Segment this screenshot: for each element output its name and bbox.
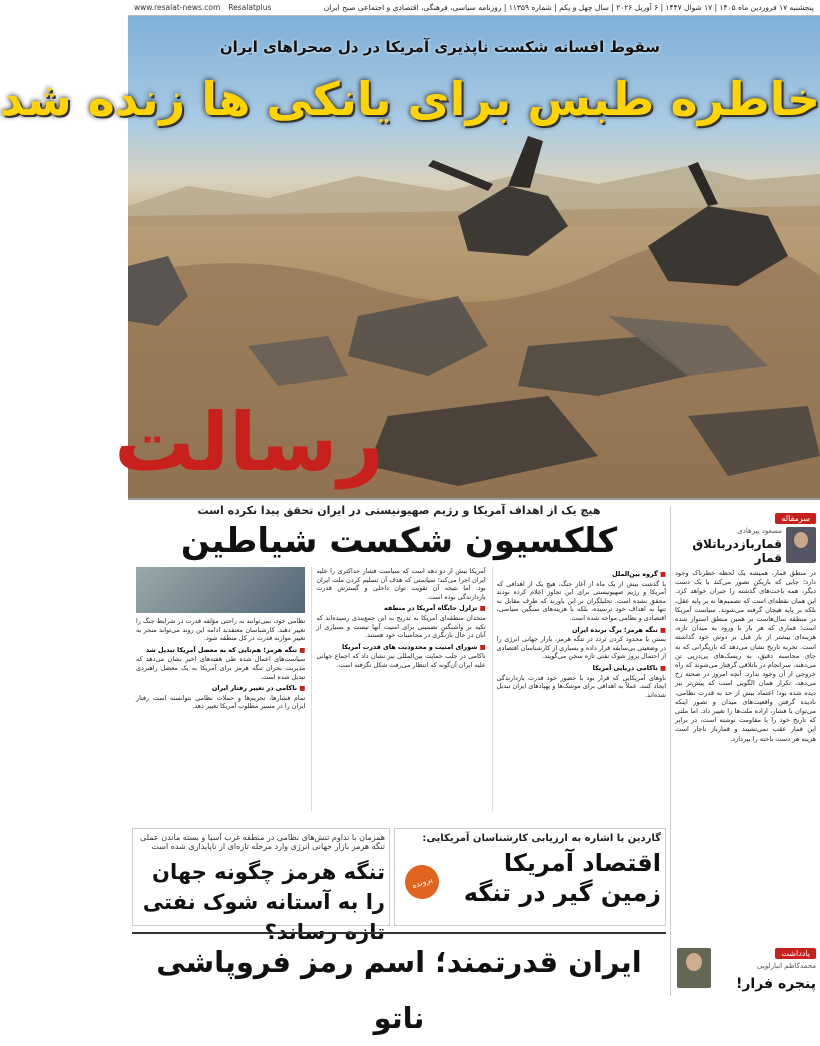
column-subhead: ■ تزلزل جایگاه آمریکا در منطقه xyxy=(316,604,485,613)
column-text: ناوهای آمریکایی که قرار بود با حضور خود قدرت بازدارندگی ایجاد کنند، عملاً به اهدافی برای موشک‌ها و پهپادهای ایران تبدیل شده‌اند. xyxy=(496,673,666,699)
column-text: تمام فشارها، تحریم‌ها و حملات نظامی نتوانسته است رفتار ایران را در مسیر مطلوب آمریکا تغییر دهد. xyxy=(136,693,306,711)
hormuz-headline[interactable]: تنگه هرمز چگونه جهان را به آستانه شوک نفتی تازه رساند؟ xyxy=(142,860,385,944)
column-lead: ■ گروه بین‌الملل xyxy=(497,570,666,579)
main-story xyxy=(132,504,666,822)
column-text: سیاست‌های اعمال شده طی هفته‌های اخیر نشان می‌دهد که مدیریت بحران تنگه هرمز برای آمریکا به یک معضل راهبردی تبدیل شده است. xyxy=(136,655,306,681)
story-column-1 xyxy=(492,567,666,811)
editorial-body: در منطق قمار، همیشه یک لحظه خطرناک وجود دارد؛ جایی که بازیکن تصور می‌کند با یک دست دیگر، همه باخت‌های گذشته را جبران خواهد کرد. این همان نقطه‌ای است که تصمیم‌ها نه بر پایه عقل، بلکه بر پایه هیجان گرفته می‌شوند. سیاست آمریکا در منطقه سال‌هاست بر همین منطق استوار شده است؛ قماری که هر بار با ورود به میدان تازه، هزینه‌ای بیشتر از بار قبل بر دوش خود گذاشته است. تجربه تاریخ نشان می‌دهد که بازیگرانی که به جای محاسبه دقیق، به ریسک‌های پی‌درپی تن می‌دهند، سرانجام در باتلاقی گرفتار می‌شوند که راه خروجی از آن وجود ندارد. آنچه امروز در صحنه رخ می‌دهد، تکرار همان الگویی است که پیش‌تر نیز دیده شده بود؛ اعتماد بیش از حد به قدرت نظامی، نادیده گرفتن واقعیت‌های میدان و تصور اینکه می‌توان با فشار، اراده ملت‌ها را تغییر داد. اما ملتی که تاریخ خود را با مقاومت نوشته است، در برابر این قمار عقب نمی‌نشیند و قمارباز ناچار است هزینه هر دست باخته را بپردازد. xyxy=(675,569,816,743)
column-subhead: ■ ناکامی دریایی آمریکا xyxy=(497,664,666,673)
editorial-column xyxy=(670,506,816,996)
editorial-tag: سرمقاله xyxy=(775,513,816,524)
hero-headline[interactable]: خاطره طبس برای یانکی ها زنده شد xyxy=(0,72,820,126)
column-text: آمریکا بیش از دو دهه است که سیاست فشار حداکثری را علیه ایران اجرا می‌کند؛ سیاستی که هدف آن تسلیم کردن ملت ایران بود. اما نتیجه آن تقویت توان داخلی و گسترش قدرت بازدارندگی بوده است. xyxy=(316,567,486,601)
economy-kicker: گاردین با اشاره به ارزیابی کارشناسان آمریکایی: xyxy=(422,833,661,844)
story-thumbnail xyxy=(136,567,305,613)
dateline: پنجشنبه ۱۷ فروردین ماه ۱۴۰۵ | ۱۷ شوال ۱۴۴۷ | ۶ آوریل ۲۰۲۶ | سال چهل و یکم | شماره ۱۱۳۵۹ | روزنامه سیاسی، فرهنگی، اقتصادی و اجتماعی صبح ایران xyxy=(323,3,814,12)
bottom-headline[interactable]: ایران قدرتمند؛ اسم رمز فروپاشی ناتو xyxy=(132,932,666,990)
editorial-title[interactable]: قماربازدرباتلاق قمار xyxy=(692,537,782,565)
column-text: متحدان منطقه‌ای آمریکا به تدریج به این جمع‌بندی رسیده‌اند که تکیه بر واشنگتن تضمینی برای امنیت آنها نیست و بسیاری از آنان در حال بازنگری در محاسبات خود هستند. xyxy=(316,613,486,640)
hormuz-story-box[interactable] xyxy=(132,828,390,944)
economy-story-box[interactable] xyxy=(394,828,666,926)
column-text: ناکامی در جلب حمایت بین‌المللی نیز نشان داد که اجماع جهانی علیه ایران آن‌گونه که انتظار می‌رفت شکل نگرفته است. xyxy=(316,652,486,669)
hormuz-kicker: همزمان با تداوم تنش‌های نظامی در منطقه غرب آسیا و بسته ماندن عملی تنگه هرمز بازار جهانی انرژی وارد مرحله تازه‌ای از ناپایداری شده است xyxy=(139,833,385,851)
masthead-bar xyxy=(128,0,820,16)
note-tag: یادداشت xyxy=(775,948,816,959)
main-headline[interactable]: کلکسیون شکست شیاطین xyxy=(180,521,618,561)
hero-kicker: سقوط افسانه شکست ناپذیری آمریکا در دل صحراهای ایران xyxy=(219,38,660,56)
note-author-photo xyxy=(677,948,711,988)
site-url[interactable]: www.resalat-news.com xyxy=(134,3,221,12)
main-columns xyxy=(132,567,666,811)
main-kicker: هیچ یک از اهداف آمریکا و رژیم صهیونیستی در ایران تحقق پیدا نکرده است xyxy=(197,504,601,517)
note-title[interactable]: پنجره فرار! xyxy=(735,976,816,992)
column-text: با گذشت بیش از یک ماه از آغاز جنگ، هیچ یک از اهدافی که آمریکا و رژیم صهیونیستی برای این تجاوز اعلام کرده بودند محقق نشده است. تحلیلگران بر این باورند که طرف مقابل نه تنها به اهداف خود نرسیده، بلکه با هزینه‌های سنگین سیاسی، اقتصادی و نظامی مواجه شده است. xyxy=(496,579,666,622)
column-subhead: ■ تنگه هرمز؛ برگ برنده ایران xyxy=(497,626,666,635)
column-subhead: ■ تنگه هرمز؛ هم‌تایی که به معضل آمریکا تبدیل شد xyxy=(136,646,305,655)
hero-photo xyxy=(0,16,820,498)
column-text: بستن یا محدود کردن تردد در تنگه هرمز، بازار جهانی انرژی را در وضعیتی بی‌سابقه قرار داده و بسیاری از کارشناسان اقتصادی از احتمال بروز شوک نفتی تازه سخن می‌گویند. xyxy=(496,635,666,661)
column-text: نظامی خود، نمی‌توانند به راحتی مؤلفه قدرت در شرایط جنگ را تغییر دهند. کارشناسان معتقدند ادامه این روند می‌تواند منجر به تغییر موازنه قدرت در کل منطقه شود. xyxy=(136,617,306,643)
column-subhead: ■ شورای امنیت و محدودیت های قدرت آمریکا xyxy=(316,643,485,652)
social-handle[interactable]: Resalatplus xyxy=(228,3,272,12)
resalat-logo xyxy=(114,392,384,489)
economy-headline[interactable]: اقتصاد آمریکا زمین گیر در تنگه xyxy=(463,849,661,907)
story-column-3 xyxy=(132,567,305,811)
editorial-author-row xyxy=(675,527,816,565)
masthead-links xyxy=(134,3,271,12)
column-subhead: ■ ناکامی در تغییر رفتار ایران xyxy=(136,684,305,693)
note-author: محمدکاظم انبارلویی xyxy=(757,962,816,970)
editorial-author: مسعود پیرهادی xyxy=(737,527,782,535)
lower-section xyxy=(128,498,820,1035)
author-photo xyxy=(786,527,816,563)
dossier-badge: پرونده xyxy=(400,860,444,904)
story-column-2 xyxy=(311,567,485,811)
logo-text: رسالت xyxy=(114,396,384,489)
